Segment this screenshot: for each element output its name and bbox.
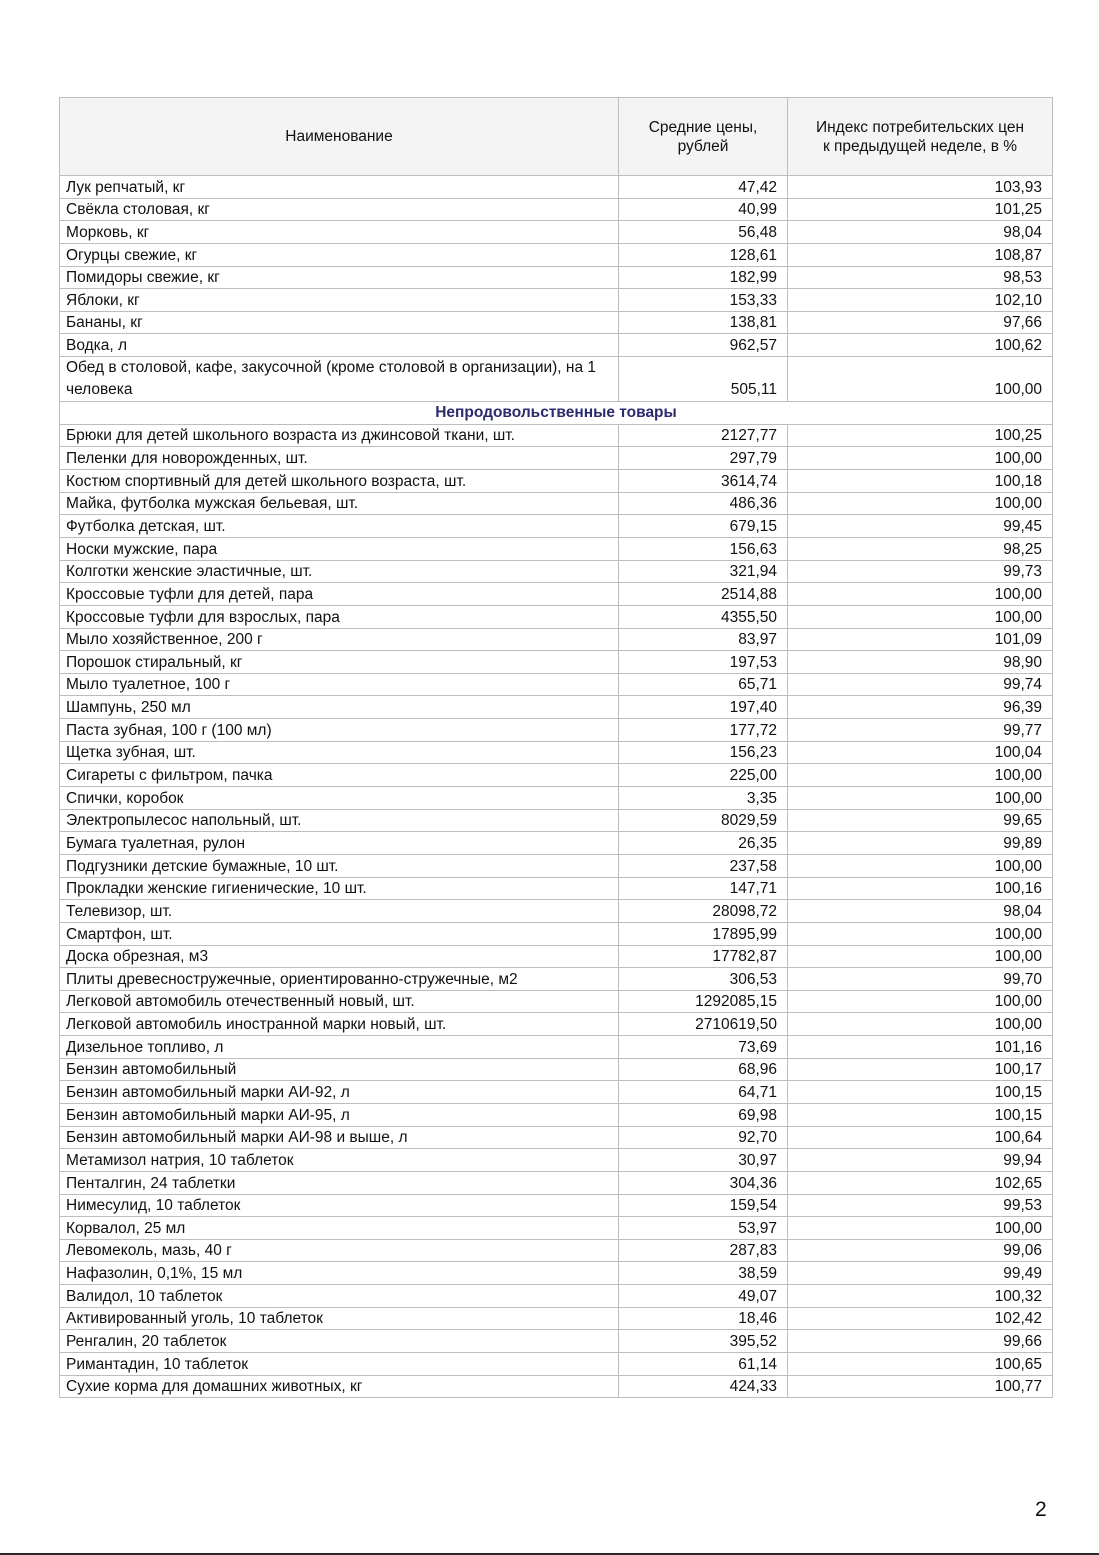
item-price: 424,33 xyxy=(619,1375,788,1398)
item-name: Свёкла столовая, кг xyxy=(60,198,619,221)
item-name: Активированный уголь, 10 таблеток xyxy=(60,1307,619,1330)
item-index: 103,93 xyxy=(788,176,1053,199)
item-price: 56,48 xyxy=(619,221,788,244)
item-name: Паста зубная, 100 г (100 мл) xyxy=(60,719,619,742)
table-row xyxy=(60,922,1053,945)
item-index: 100,00 xyxy=(788,583,1053,606)
table-row xyxy=(60,605,1053,628)
header-index: Индекс потребительских цен к предыдущей неделе, в % xyxy=(788,98,1053,176)
item-index: 100,00 xyxy=(788,357,1053,402)
item-index: 100,15 xyxy=(788,1103,1053,1126)
table-row xyxy=(60,741,1053,764)
item-index: 100,00 xyxy=(788,764,1053,787)
item-index: 99,73 xyxy=(788,560,1053,583)
item-index: 100,00 xyxy=(788,1217,1053,1240)
table-row xyxy=(60,1171,1053,1194)
header-name: Наименование xyxy=(60,98,619,176)
price-table xyxy=(59,97,1053,1398)
item-index: 98,04 xyxy=(788,900,1053,923)
item-price: 69,98 xyxy=(619,1103,788,1126)
table-row xyxy=(60,696,1053,719)
item-price: 2710619,50 xyxy=(619,1013,788,1036)
item-price: 159,54 xyxy=(619,1194,788,1217)
item-name: Бананы, кг xyxy=(60,311,619,334)
table-header-row xyxy=(60,98,1053,176)
item-index: 99,45 xyxy=(788,515,1053,538)
item-price: 304,36 xyxy=(619,1171,788,1194)
item-price: 26,35 xyxy=(619,832,788,855)
item-price: 92,70 xyxy=(619,1126,788,1149)
table-row xyxy=(60,787,1053,810)
item-index: 98,25 xyxy=(788,537,1053,560)
table-row xyxy=(60,854,1053,877)
item-price: 83,97 xyxy=(619,628,788,651)
item-price: 53,97 xyxy=(619,1217,788,1240)
item-name: Валидол, 10 таблеток xyxy=(60,1285,619,1308)
item-name: Мыло туалетное, 100 г xyxy=(60,673,619,696)
table-row xyxy=(60,583,1053,606)
header-price: Средние цены, рублей xyxy=(619,98,788,176)
item-index: 100,00 xyxy=(788,1013,1053,1036)
item-price: 68,96 xyxy=(619,1058,788,1081)
item-name: Левомеколь, мазь, 40 г xyxy=(60,1239,619,1262)
item-name: Легковой автомобиль отечественный новый, шт. xyxy=(60,990,619,1013)
item-price: 8029,59 xyxy=(619,809,788,832)
table-row xyxy=(60,243,1053,266)
table-row xyxy=(60,673,1053,696)
item-index: 100,00 xyxy=(788,854,1053,877)
item-name: Брюки для детей школьного возраста из джинсовой ткани, шт. xyxy=(60,424,619,447)
table-row xyxy=(60,1307,1053,1330)
item-name: Нимесулид, 10 таблеток xyxy=(60,1194,619,1217)
table-row xyxy=(60,311,1053,334)
item-index: 102,10 xyxy=(788,289,1053,312)
item-name: Огурцы свежие, кг xyxy=(60,243,619,266)
item-price: 73,69 xyxy=(619,1036,788,1059)
item-price: 4355,50 xyxy=(619,605,788,628)
item-index: 100,00 xyxy=(788,447,1053,470)
item-name: Спички, коробок xyxy=(60,787,619,810)
item-price: 138,81 xyxy=(619,311,788,334)
table-row xyxy=(60,1262,1053,1285)
table-row xyxy=(60,537,1053,560)
item-name: Бензин автомобильный марки АИ-95, л xyxy=(60,1103,619,1126)
item-name: Колготки женские эластичные, шт. xyxy=(60,560,619,583)
item-name: Электропылесос напольный, шт. xyxy=(60,809,619,832)
item-index: 100,64 xyxy=(788,1126,1053,1149)
table-row xyxy=(60,515,1053,538)
table-row xyxy=(60,877,1053,900)
item-name: Сухие корма для домашних животных, кг xyxy=(60,1375,619,1398)
item-index: 100,32 xyxy=(788,1285,1053,1308)
table-row xyxy=(60,221,1053,244)
item-index: 98,53 xyxy=(788,266,1053,289)
table-row xyxy=(60,198,1053,221)
item-price: 18,46 xyxy=(619,1307,788,1330)
item-price: 38,59 xyxy=(619,1262,788,1285)
item-price: 147,71 xyxy=(619,877,788,900)
item-price: 156,23 xyxy=(619,741,788,764)
item-price: 395,52 xyxy=(619,1330,788,1353)
item-index: 99,06 xyxy=(788,1239,1053,1262)
table-row xyxy=(60,945,1053,968)
item-price: 156,63 xyxy=(619,537,788,560)
item-name: Яблоки, кг xyxy=(60,289,619,312)
table-row xyxy=(60,1194,1053,1217)
item-index: 99,70 xyxy=(788,968,1053,991)
table-row xyxy=(60,357,1053,402)
item-name: Морковь, кг xyxy=(60,221,619,244)
table-row xyxy=(60,1239,1053,1262)
table-row xyxy=(60,809,1053,832)
item-name: Майка, футболка мужская бельевая, шт. xyxy=(60,492,619,515)
item-name: Нафазолин, 0,1%, 15 мл xyxy=(60,1262,619,1285)
item-index: 101,16 xyxy=(788,1036,1053,1059)
item-index: 99,74 xyxy=(788,673,1053,696)
item-name: Костюм спортивный для детей школьного возраста, шт. xyxy=(60,470,619,493)
item-index: 99,77 xyxy=(788,719,1053,742)
table-row xyxy=(60,447,1053,470)
item-price: 225,00 xyxy=(619,764,788,787)
item-name: Ренгалин, 20 таблеток xyxy=(60,1330,619,1353)
item-price: 237,58 xyxy=(619,854,788,877)
item-index: 98,04 xyxy=(788,221,1053,244)
item-index: 102,65 xyxy=(788,1171,1053,1194)
table-row xyxy=(60,560,1053,583)
table-row xyxy=(60,1330,1053,1353)
item-name: Легковой автомобиль иностранной марки новый, шт. xyxy=(60,1013,619,1036)
item-index: 99,89 xyxy=(788,832,1053,855)
item-name: Обед в столовой, кафе, закусочной (кроме столовой в организации), на 1 человека xyxy=(60,357,619,402)
table-row xyxy=(60,1013,1053,1036)
item-price: 486,36 xyxy=(619,492,788,515)
item-name: Щетка зубная, шт. xyxy=(60,741,619,764)
item-price: 128,61 xyxy=(619,243,788,266)
item-price: 962,57 xyxy=(619,334,788,357)
table-row xyxy=(60,628,1053,651)
item-price: 505,11 xyxy=(619,357,788,402)
item-name: Доска обрезная, м3 xyxy=(60,945,619,968)
table-row xyxy=(60,1149,1053,1172)
table-row xyxy=(60,651,1053,674)
section-row xyxy=(60,402,1053,425)
table-row xyxy=(60,1058,1053,1081)
section-title: Непродовольственные товары xyxy=(60,402,1053,425)
item-price: 49,07 xyxy=(619,1285,788,1308)
item-price: 321,94 xyxy=(619,560,788,583)
item-price: 306,53 xyxy=(619,968,788,991)
item-name: Футболка детская, шт. xyxy=(60,515,619,538)
item-price: 40,99 xyxy=(619,198,788,221)
page-number: 2 xyxy=(1035,1498,1047,1521)
item-price: 30,97 xyxy=(619,1149,788,1172)
item-price: 1292085,15 xyxy=(619,990,788,1013)
item-price: 47,42 xyxy=(619,176,788,199)
table-body xyxy=(60,176,1053,1398)
item-index: 100,15 xyxy=(788,1081,1053,1104)
table-row xyxy=(60,1036,1053,1059)
item-name: Водка, л xyxy=(60,334,619,357)
item-name: Носки мужские, пара xyxy=(60,537,619,560)
item-index: 99,94 xyxy=(788,1149,1053,1172)
item-name: Подгузники детские бумажные, 10 шт. xyxy=(60,854,619,877)
table-row xyxy=(60,1081,1053,1104)
item-price: 2127,77 xyxy=(619,424,788,447)
item-index: 98,90 xyxy=(788,651,1053,674)
item-name: Дизельное топливо, л xyxy=(60,1036,619,1059)
table-row xyxy=(60,266,1053,289)
item-index: 99,49 xyxy=(788,1262,1053,1285)
table-row xyxy=(60,1375,1053,1398)
item-name: Плиты древесностружечные, ориентированно-стружечные, м2 xyxy=(60,968,619,991)
item-index: 100,00 xyxy=(788,945,1053,968)
table-row xyxy=(60,334,1053,357)
item-price: 65,71 xyxy=(619,673,788,696)
item-index: 101,09 xyxy=(788,628,1053,651)
item-name: Лук репчатый, кг xyxy=(60,176,619,199)
table-row xyxy=(60,832,1053,855)
item-index: 100,25 xyxy=(788,424,1053,447)
table-row xyxy=(60,1103,1053,1126)
item-index: 99,66 xyxy=(788,1330,1053,1353)
table-row xyxy=(60,719,1053,742)
table-row xyxy=(60,176,1053,199)
item-index: 100,04 xyxy=(788,741,1053,764)
item-index: 100,00 xyxy=(788,492,1053,515)
item-name: Телевизор, шт. xyxy=(60,900,619,923)
item-name: Бензин автомобильный марки АИ-98 и выше, л xyxy=(60,1126,619,1149)
item-index: 102,42 xyxy=(788,1307,1053,1330)
item-index: 100,00 xyxy=(788,922,1053,945)
item-name: Корвалол, 25 мл xyxy=(60,1217,619,1240)
item-price: 197,40 xyxy=(619,696,788,719)
item-price: 679,15 xyxy=(619,515,788,538)
item-index: 100,62 xyxy=(788,334,1053,357)
table-row xyxy=(60,900,1053,923)
item-name: Метамизол натрия, 10 таблеток xyxy=(60,1149,619,1172)
item-index: 96,39 xyxy=(788,696,1053,719)
item-name: Сигареты с фильтром, пачка xyxy=(60,764,619,787)
item-price: 197,53 xyxy=(619,651,788,674)
item-name: Бензин автомобильный xyxy=(60,1058,619,1081)
item-price: 2514,88 xyxy=(619,583,788,606)
item-name: Прокладки женские гигиенические, 10 шт. xyxy=(60,877,619,900)
item-price: 64,71 xyxy=(619,1081,788,1104)
table-row xyxy=(60,1285,1053,1308)
item-name: Пенталгин, 24 таблетки xyxy=(60,1171,619,1194)
table-row xyxy=(60,1353,1053,1376)
item-index: 99,65 xyxy=(788,809,1053,832)
item-index: 99,53 xyxy=(788,1194,1053,1217)
item-name: Смартфон, шт. xyxy=(60,922,619,945)
item-name: Порошок стиральный, кг xyxy=(60,651,619,674)
item-price: 287,83 xyxy=(619,1239,788,1262)
item-index: 100,00 xyxy=(788,990,1053,1013)
item-price: 28098,72 xyxy=(619,900,788,923)
item-name: Помидоры свежие, кг xyxy=(60,266,619,289)
item-price: 3,35 xyxy=(619,787,788,810)
item-index: 100,65 xyxy=(788,1353,1053,1376)
item-name: Бензин автомобильный марки АИ-92, л xyxy=(60,1081,619,1104)
table-row xyxy=(60,1126,1053,1149)
item-name: Кроссовые туфли для детей, пара xyxy=(60,583,619,606)
table-row xyxy=(60,1217,1053,1240)
item-price: 297,79 xyxy=(619,447,788,470)
item-index: 100,16 xyxy=(788,877,1053,900)
item-name: Мыло хозяйственное, 200 г xyxy=(60,628,619,651)
item-index: 108,87 xyxy=(788,243,1053,266)
item-index: 101,25 xyxy=(788,198,1053,221)
table-row xyxy=(60,968,1053,991)
item-price: 61,14 xyxy=(619,1353,788,1376)
item-price: 182,99 xyxy=(619,266,788,289)
table-row xyxy=(60,424,1053,447)
item-index: 97,66 xyxy=(788,311,1053,334)
table-row xyxy=(60,990,1053,1013)
item-price: 3614,74 xyxy=(619,470,788,493)
item-price: 17782,87 xyxy=(619,945,788,968)
item-index: 100,77 xyxy=(788,1375,1053,1398)
table-row xyxy=(60,289,1053,312)
table-row xyxy=(60,492,1053,515)
table-row xyxy=(60,764,1053,787)
table-row xyxy=(60,470,1053,493)
item-index: 100,00 xyxy=(788,787,1053,810)
item-price: 177,72 xyxy=(619,719,788,742)
item-name: Бумага туалетная, рулон xyxy=(60,832,619,855)
item-price: 153,33 xyxy=(619,289,788,312)
item-index: 100,17 xyxy=(788,1058,1053,1081)
item-index: 100,18 xyxy=(788,470,1053,493)
item-name: Римантадин, 10 таблеток xyxy=(60,1353,619,1376)
item-price: 17895,99 xyxy=(619,922,788,945)
item-name: Пеленки для новорожденных, шт. xyxy=(60,447,619,470)
item-index: 100,00 xyxy=(788,605,1053,628)
item-name: Шампунь, 250 мл xyxy=(60,696,619,719)
item-name: Кроссовые туфли для взрослых, пара xyxy=(60,605,619,628)
